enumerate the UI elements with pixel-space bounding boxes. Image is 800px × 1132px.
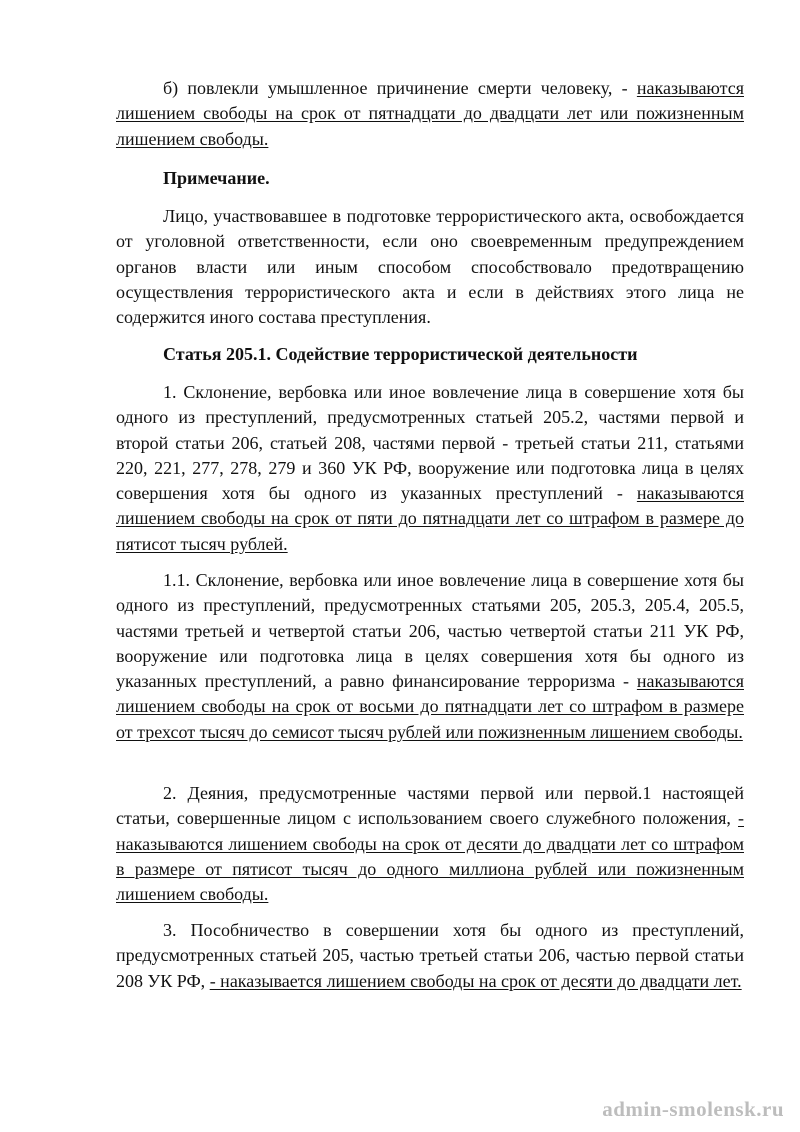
paragraph-3-text: 3. Пособничество в совершении хотя бы одного из преступлений, предусмотренных статьей 205, частью третьей статьи 206, частью первой статьи 208 УК РФ, — [116, 920, 744, 991]
paragraph-1-penalty: наказываются лишением свободы на срок от пяти до пятнадцати лет со штрафом в размере до пятисот тысяч рублей. — [116, 483, 744, 554]
paragraph-1-1-penalty: наказываются лишением свободы на срок от восьми до пятнадцати лет со штрафом в размере от трехсот тысяч до семисот тысяч рублей или пожизненным лишением свободы. — [116, 671, 744, 742]
paragraph-1-text: 1. Склонение, вербовка или иное вовлечение лица в совершение хотя бы одного из преступлений, предусмотренных статьей 205.2, частями первой и второй статьи 206, статьей 208, частями первой - третьей статьи 211, статьями 220, 221, 277, 278, 279 и 360 УК РФ, вооружение или подготовка лица в целях совершения хотя бы одного из указанных преступлений - — [116, 382, 744, 504]
paragraph-1-1-text: 1.1. Склонение, вербовка или иное вовлечение лица в совершение хотя бы одного из преступлений, предусмотренных статьями 205, 205.3, 205.4, 205.5, частями третьей и четвертой статьи 206, частью четвертой статьи 211 УК РФ, вооружение или подготовка лица в целях совершения хотя бы одного из указанных преступлений, а равно финансирование терроризма - — [116, 570, 744, 692]
paragraph-3 — [116, 918, 744, 994]
watermark: admin-smolensk.ru — [602, 1097, 784, 1121]
paragraph-2-text: 2. Деяния, предусмотренные частями первой или первой.1 настоящей статьи, совершенные лицом с использованием своего служебного положения, — [116, 783, 744, 829]
paragraph-2-penalty: - наказываются лишением свободы на срок от десяти до двадцати лет со штрафом в размере от пятисот тысяч до одного миллиона рублей или пожизненным лишением свободы. — [116, 808, 744, 905]
paragraph-b-text: б) повлекли умышленное причинение смерти человеку, - — [163, 78, 637, 98]
paragraph-2 — [116, 781, 744, 907]
paragraph-3-penalty: - наказывается лишением свободы на срок от десяти до двадцати лет. — [209, 970, 742, 991]
article-heading: Статья 205.1. Содействие террористической деятельности — [163, 344, 638, 364]
paragraph-b — [116, 76, 744, 152]
note-heading: Примечание. — [163, 168, 270, 188]
paragraph-1-1 — [116, 568, 744, 745]
paragraph-b-penalty: наказываются лишением свободы на срок от пятнадцати до двадцати лет или пожизненным лишением свободы. — [116, 78, 744, 149]
paragraph-1 — [116, 380, 744, 557]
note-text: Лицо, участвовавшее в подготовке террористического акта, освобождается от уголовной ответственности, если оно своевременным предупреждением органов власти или иным способом способствовало предотвращению осуществления террористического акта и если в действиях этого лица не содержится иного состава преступления. — [116, 206, 744, 328]
